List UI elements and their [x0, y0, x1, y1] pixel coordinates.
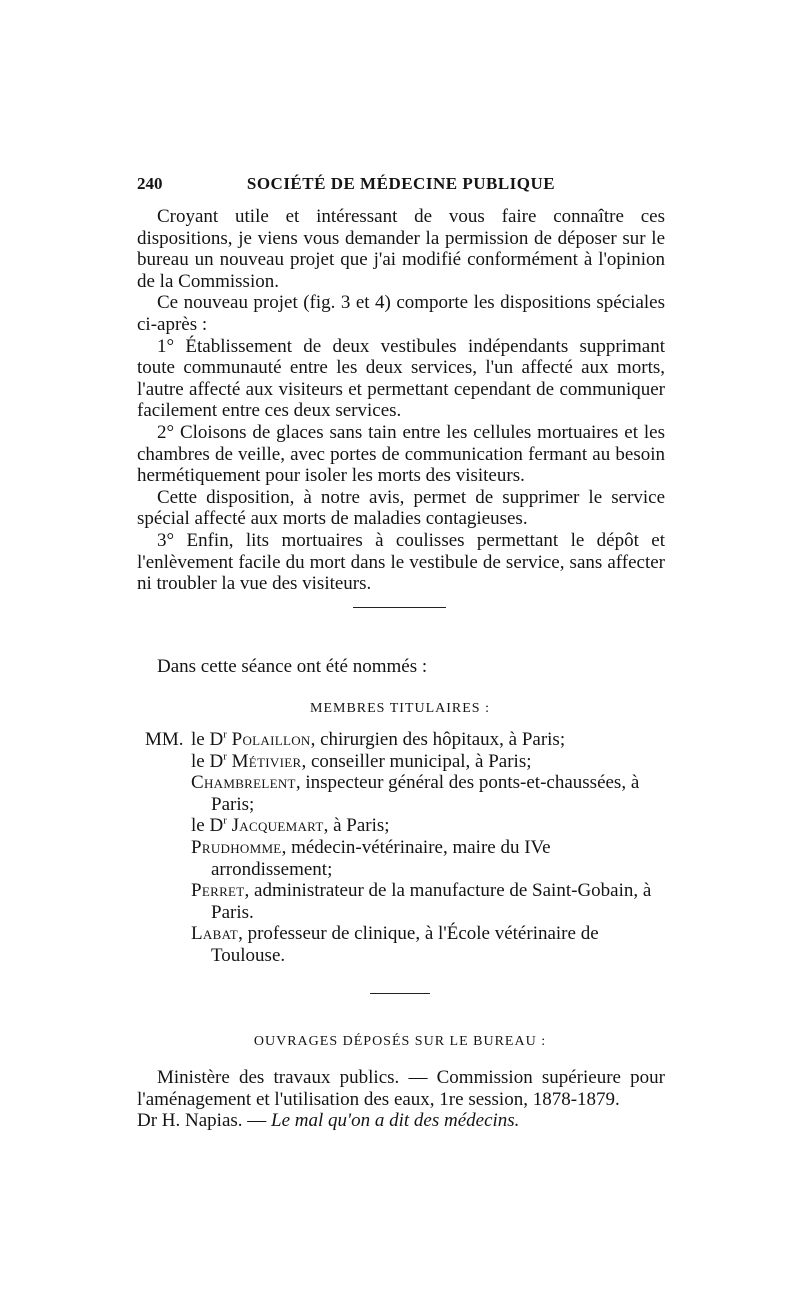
page-number: 240	[137, 174, 163, 193]
member-entry: Prudhomme, médecin-vétérinaire, maire du IVe arrondissement;	[191, 836, 551, 880]
main-text	[137, 206, 665, 595]
member-entry: le $D^r$ Jacquemart, à Paris;	[191, 815, 390, 837]
member-name: Chambrelent	[191, 772, 296, 794]
member-name: Polaillon	[231, 729, 311, 750]
member-entry: le $D^r$ Polaillon, chirurgien des hôpitaux, à Paris;	[191, 728, 566, 750]
member-entry: le $D^r$ Métivier, conseiller municipal, à Paris;	[191, 750, 532, 772]
member-name: Métivier	[231, 750, 302, 772]
session-intro: Dans cette séance ont été nommés :	[157, 656, 428, 677]
member-name: Labat	[191, 923, 239, 945]
paragraph: 3° Enfin, lits mortuaires à coulisses permettant le dépôt et l'enlèvement facile du mort dans le vestibule de service, sans affecter ni troubler la vue des visiteurs.	[137, 529, 665, 595]
member-name: Prudhomme	[191, 836, 282, 858]
running-header	[137, 174, 665, 200]
work-author: Dr H. Napias. —	[137, 1110, 267, 1132]
member-entry: Chambrelent, inspecteur général des ponts-et-chaussées, à Paris;	[191, 772, 640, 815]
section-divider	[370, 993, 430, 994]
running-title: SOCIÉTÉ DE MÉDECINE PUBLIQUE	[246, 174, 556, 193]
work-title: Le mal qu'on a dit des médecins.	[271, 1110, 520, 1132]
section-divider	[353, 607, 446, 608]
paragraph: Cette disposition, à notre avis, permet de supprimer le service spécial affecté aux morts de maladies contagieuses.	[137, 486, 665, 530]
paragraph: Ce nouveau projet (fig. 3 et 4) comporte les dispositions spéciales ci-après :	[137, 292, 665, 335]
list-item	[137, 1110, 665, 1132]
paragraph: 1° Établissement de deux vestibules indépendants supprimant toute communauté entre les deux services, l'un affecté aux morts, l'autre affecté aux visiteurs et permettant cependant de communiquer facilement entre ces deux services.	[137, 335, 665, 422]
paragraph: Croyant utile et intéressant de vous faire connaître ces dispositions, je viens vous demander la permission de déposer sur le bureau un nouveau projet que j'ai modifié conformément à l'opinion de la Commission.	[137, 206, 665, 292]
member-entry: Labat, professeur de clinique, à l'École vétérinaire de Toulouse.	[191, 923, 599, 966]
member-name: Perret	[191, 880, 245, 902]
list-item: Ministère des travaux publics. — Commission supérieure pour l'aménagement et l'utilisation des eaux, 1re session, 1878-1879.	[137, 1067, 665, 1110]
deposited-works	[137, 1067, 665, 1132]
members-list	[137, 729, 665, 967]
paragraph: 2° Cloisons de glaces sans tain entre les cellules mortuaires et les chambres de veille, avec portes de communication fermant au besoin hermétiquement pour isoler les morts des visiteurs.	[137, 421, 665, 487]
member-name: Jacquemart	[231, 815, 324, 837]
mm-label: MM.	[145, 729, 184, 750]
members-heading: MEMBRES TITULAIRES :	[310, 701, 490, 716]
deposited-heading: OUVRAGES DÉPOSÉS SUR LE BUREAU :	[253, 1034, 547, 1049]
list-item	[137, 729, 665, 751]
member-entry: Perret, administrateur de la manufacture de Saint-Gobain, à Paris.	[191, 880, 652, 923]
